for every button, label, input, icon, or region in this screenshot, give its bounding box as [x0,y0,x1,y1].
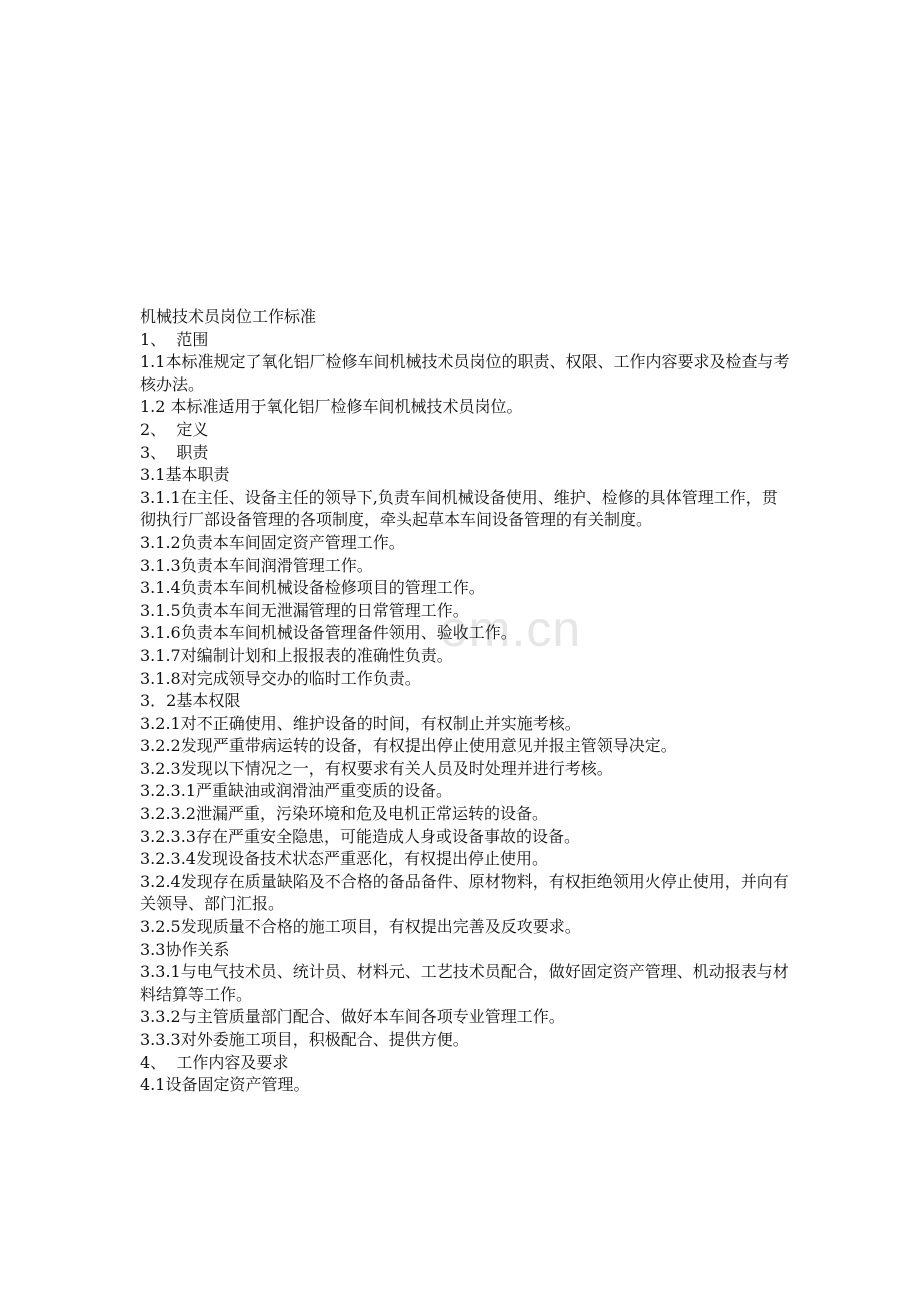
document-line: 3.1.3负责本车间润滑管理工作。 [140,555,373,575]
document-line: 3.2.3.3存在严重安全隐患，可能造成人身或设备事故的设备。 [140,826,580,846]
document-line: 1.1本标准规定了氧化铝厂检修车间机械技术员岗位的职责、权限、工作内容要求及检查与考核办法。 [140,352,790,394]
document-line: 3.1.4负责本车间机械设备检修项目的管理工作。 [140,578,485,598]
document-title: 机械技术员岗位工作标准 [140,307,317,326]
document-line: 1.2 本标准适用于氧化铝厂检修车间机械技术员岗位。 [140,397,523,417]
document-line: 3.2.2发现严重带病运转的设备，有权提出停止使用意见并报主管领导决定。 [140,736,677,756]
document-line: 2、 定义 [140,419,209,439]
document-line: 4、 工作内容及要求 [140,1052,289,1072]
document-line: 3．2基本权限 [140,691,241,711]
document-line: 3.2.3.2泄漏严重，污染环境和危及电机正常运转的设备。 [140,804,548,824]
document-line: 3.2.4发现存在质量缺陷及不合格的备品备件、原材物料，有权拒绝领用火停止使用，并向有关领导、部门汇报。 [140,871,789,914]
watermark: om.cn [440,601,582,657]
document-line: 3.1.2负责本车间固定资产管理工作。 [140,532,405,552]
document-line: 1、 范围 [140,329,209,349]
document-line: 3.2.5发现质量不合格的施工项目，有权提出完善及反攻要求。 [140,917,581,937]
document-lines [140,329,790,1097]
document-line: 3.2.3发现以下情况之一，有权要求有关人员及时处理并进行考核。 [140,758,613,778]
document-line: 3.1.1在主任、设备主任的领导下,负责车间机械设备使用、维护、检修的具体管理工作，贯彻执行厂部设备管理的各项制度，牵头起草本车间设备管理的有关制度。 [140,487,778,530]
document-line: 3.1.7对编制计划和上报报表的准确性负责。 [140,645,453,665]
document-line: 3.3.1与电气技术员、统计员、材料元、工艺技术员配合，做好固定资产管理、机动报表与材料结算等工作。 [140,962,789,1004]
document-line: 3.3协作关系 [140,939,230,959]
document-line: 3.2.3.4发现设备技术状态严重恶化，有权提出停止使用。 [140,849,548,869]
document-body [140,306,790,1097]
document-line: 3.1.5负责本车间无泄漏管理的日常管理工作。 [140,600,469,620]
document-line: 3、 职责 [140,442,209,462]
document-line: 3.3.2与主管质量部门配合、做好本车间各项专业管理工作。 [140,1007,565,1027]
document-line: 3.2.3.1严重缺油或润滑油严重变质的设备。 [140,781,452,801]
document-line: 3.1.8对完成领导交办的临时工作负责。 [140,668,421,688]
document-line: 4.1设备固定资产管理。 [140,1075,310,1095]
document-line: 3.1.6负责本车间机械设备管理备件领用、验收工作。 [140,623,517,643]
document-line: 3.2.1对不正确使用、维护设备的时间，有权制止并实施考核。 [140,713,581,733]
document-line: 3.1基本职责 [140,465,230,485]
document-line: 3.3.3对外委施工项目，积极配合、提供方便。 [140,1030,469,1049]
